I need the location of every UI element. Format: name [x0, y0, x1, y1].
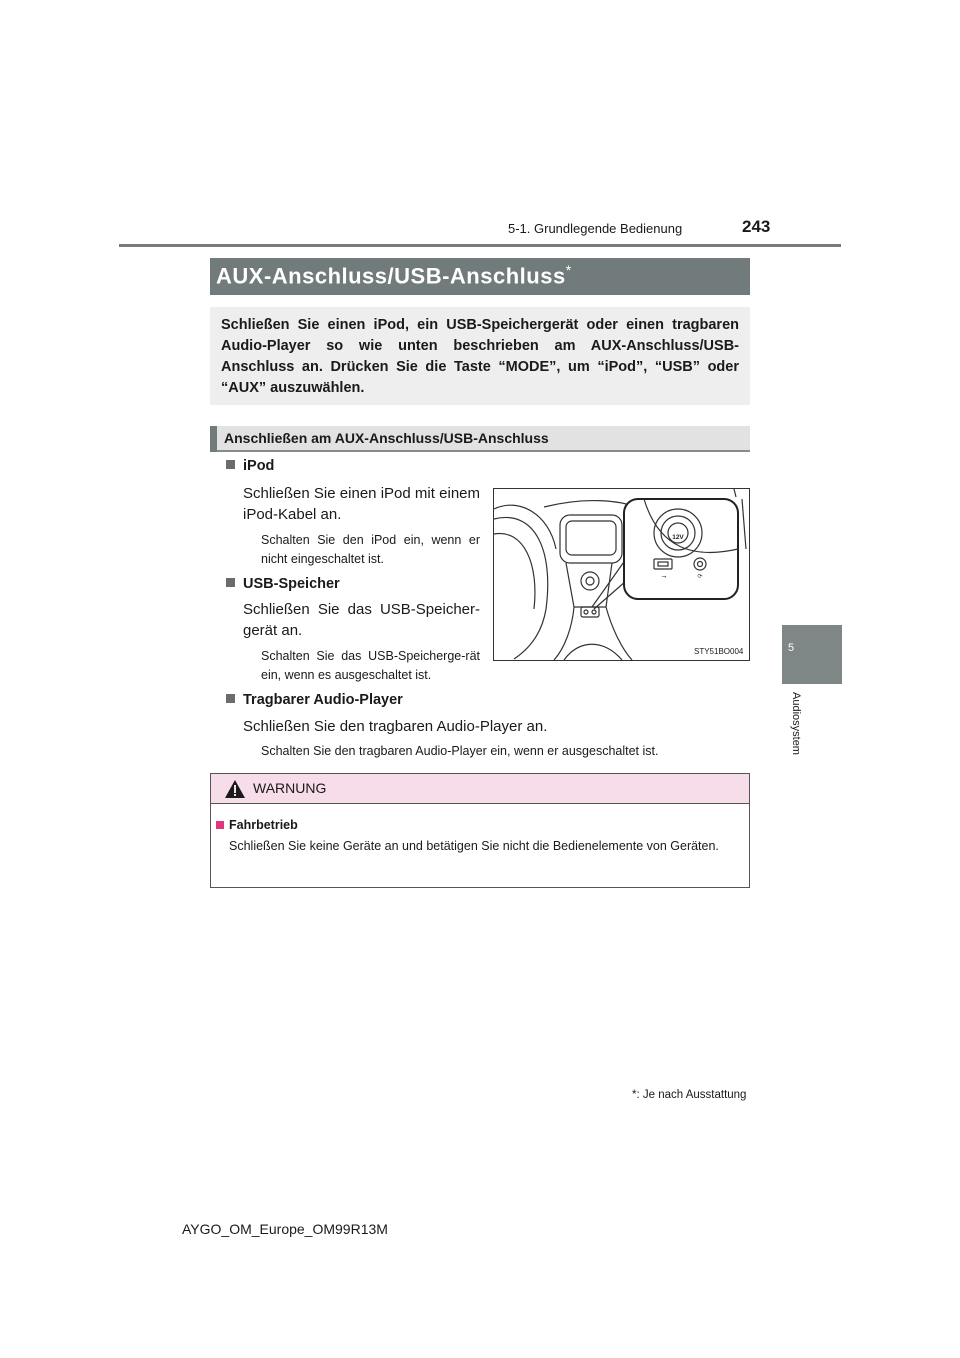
warning-triangle-icon — [224, 779, 246, 799]
warning-item-text: Schließen Sie keine Geräte an und betätigen Sie nicht die Bedienelemente von Geräten. — [229, 839, 719, 853]
page-title — [216, 262, 572, 289]
item-heading-usb: USB-Speicher — [226, 576, 340, 592]
chapter-label — [788, 692, 802, 772]
square-bullet-icon — [226, 460, 235, 469]
asterisk-marker: * — [632, 1089, 637, 1101]
item-instruction-audio-player: Schließen Sie den tragbaren Audio-Player an. — [243, 718, 548, 735]
aux-symbol-icon: ⟳ — [697, 573, 703, 580]
pink-square-bullet-icon — [216, 821, 224, 829]
document-code: AYGO_OM_Europe_OM99R13M — [182, 1221, 388, 1237]
item-heading-audio-player: Tragbarer Audio-Player — [226, 692, 403, 708]
chapter-tab — [782, 625, 842, 684]
intro-text: Schließen Sie einen iPod, ein USB-Speichergerät oder einen tragbaren Audio-Player so wie unten beschrieben am AUX-Anschluss/USB-Anschluss an. Drücken Sie die Taste “MODE”, um “iPod”, “USB” oder “AUX” auszuwählen. — [221, 317, 739, 396]
item-heading-ipod: iPod — [226, 458, 274, 474]
warning-item-heading: Fahrbetrieb — [216, 818, 298, 832]
chapter-label-text: Audiosystem — [790, 692, 802, 755]
section-title: 5-1. Grundlegende Bedienung — [508, 221, 683, 236]
square-bullet-icon — [226, 694, 235, 703]
item-instruction-ipod: Schließen Sie einen iPod mit einem iPod-Kabel an. — [243, 485, 480, 523]
header-rule — [119, 244, 841, 247]
item-note-audio-player: Schalten Sie den tragbaren Audio-Player ein, wenn er ausgeschaltet ist. — [261, 744, 659, 758]
square-bullet-icon — [226, 578, 235, 587]
subheading-marker — [210, 426, 217, 452]
item-instruction-usb: Schließen Sie das USB-Speicher-gerät an. — [243, 601, 480, 639]
dashboard-illustration — [494, 489, 749, 660]
item-note-usb: Schalten Sie das USB-Speicherge-rät ein, wenn es ausgeschaltet ist. — [261, 649, 480, 682]
figure-code: STY51BO004 — [694, 647, 744, 656]
socket-label: 12V — [672, 534, 684, 541]
asterisk-marker: * — [565, 262, 572, 278]
dashboard-figure — [493, 488, 750, 661]
page-number: 243 — [742, 217, 771, 236]
item-note-ipod: Schalten Sie den iPod ein, wenn er nicht eingeschaltet ist. — [261, 533, 480, 566]
usb-symbol-icon: ⭢ — [661, 573, 667, 580]
warning-title: WARNUNG — [253, 780, 327, 796]
page-title-text: AUX-Anschluss/USB-Anschluss — [216, 263, 566, 289]
footnote: *: Je nach Ausstattung — [632, 1089, 747, 1101]
chapter-tab-number: 5 — [788, 642, 795, 654]
subheading: Anschließen am AUX-Anschluss/USB-Anschluss — [224, 430, 549, 446]
